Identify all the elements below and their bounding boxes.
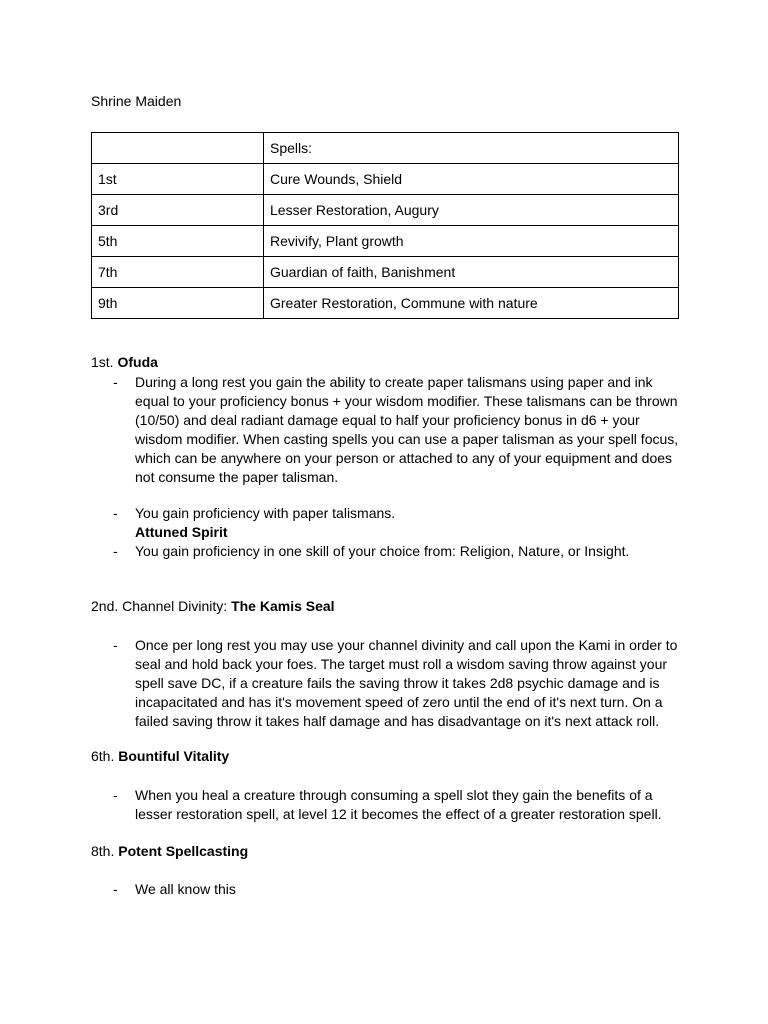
bullet-marker: - — [113, 881, 118, 897]
table-cell-level: 1st — [92, 164, 264, 195]
table-cell-spells: Revivify, Plant growth — [264, 226, 679, 257]
table-header-cell-spells: Spells: — [264, 133, 679, 164]
table-row — [92, 288, 679, 319]
table-header-row — [92, 133, 679, 164]
table-row — [92, 195, 679, 226]
table-row — [92, 164, 679, 195]
page-title: Shrine Maiden — [91, 93, 182, 109]
table-cell-spells: Greater Restoration, Commune with nature — [264, 288, 679, 319]
bullet-marker: - — [113, 787, 118, 803]
bullet-marker: - — [113, 505, 118, 521]
table-row — [92, 226, 679, 257]
feature-description: Once per long rest you may use your channel divinity and call upon the Kami in order to seal and hold back your foes. The target must roll a wisdom saving throw against your spell save DC, if a creature fails the saving throw it takes 2d8 psychic damage and is incapacitated and has it's movement speed of zero until the end of it's next turn. On a failed saving throw it takes half damage and has disadvantage on it's next attack roll. — [135, 637, 678, 729]
feature-description: During a long rest you gain the ability to create paper talismans using paper and ink equal to your proficiency bonus + your wisdom modifier. These talismans can be thrown (10/50) and deal radiant damage equal to half your proficiency bonus in d6 + your wisdom modifier. When casting spells you can use a paper talisman as your spell focus, which can be anywhere on your person or attached to any of your equipment and does not consume the paper talisman. — [135, 374, 679, 485]
table-cell-level: 3rd — [92, 195, 264, 226]
feature-name: Bountiful Vitality — [118, 748, 230, 764]
feature-description: When you heal a creature through consuming a spell slot they gain the benefits of a lesser restoration spell, at level 12 it becomes the effect of a greater restoration spell. — [135, 787, 662, 822]
table-cell-spells: Cure Wounds, Shield — [264, 164, 679, 195]
table-header-cell-level — [92, 133, 264, 164]
bullet-marker: - — [113, 637, 118, 653]
feature-heading-potent-spellcasting — [91, 843, 248, 859]
feature-description: You gain proficiency with paper talismans. — [135, 505, 396, 521]
feature-description: We all know this — [135, 881, 236, 897]
bullet-marker: - — [113, 374, 118, 390]
table-cell-level: 5th — [92, 226, 264, 257]
feature-heading-kamis-seal — [91, 598, 335, 614]
feature-level-prefix: 8th. — [91, 843, 119, 859]
feature-level-prefix: 1st. — [91, 354, 118, 370]
feature-heading-bountiful-vitality — [91, 748, 229, 764]
feature-heading-ofuda — [91, 354, 158, 370]
table-cell-spells: Guardian of faith, Banishment — [264, 257, 679, 288]
spell-table — [91, 132, 679, 319]
table-cell-spells: Lesser Restoration, Augury — [264, 195, 679, 226]
feature-name: The Kamis Seal — [231, 598, 335, 614]
table-row — [92, 257, 679, 288]
feature-name: Potent Spellcasting — [118, 843, 249, 859]
table-cell-level: 7th — [92, 257, 264, 288]
bullet-marker: - — [113, 543, 118, 559]
feature-level-prefix: 2nd. Channel Divinity: — [91, 598, 232, 614]
table-cell-level: 9th — [92, 288, 264, 319]
feature-name: Ofuda — [117, 354, 158, 370]
feature-description: You gain proficiency in one skill of your choice from: Religion, Nature, or Insight. — [135, 543, 630, 559]
feature-level-prefix: 6th. — [91, 748, 119, 764]
subfeature-name: Attuned Spirit — [135, 524, 228, 540]
